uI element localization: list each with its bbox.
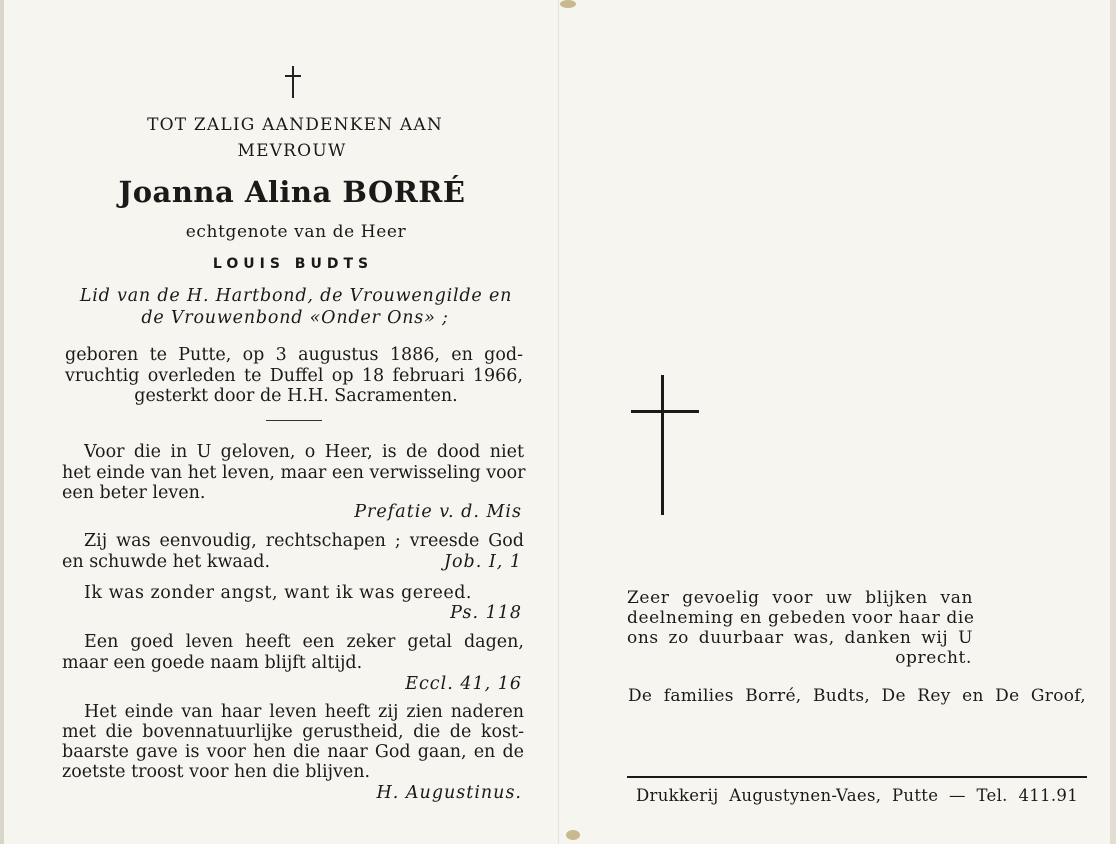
thanks-line: ons zo duurbaar was, danken wij U bbox=[627, 628, 973, 648]
quote-line: Zij was eenvoudig, rechtschapen ; vreesde God bbox=[84, 531, 524, 551]
quote-line: het einde van het leven, maar een verwisseling voor bbox=[62, 463, 526, 483]
quote-line: met die bovennatuurlijke gerustheid, die de kost- bbox=[62, 722, 524, 742]
quote-line: Een goed leven heeft een zeker getal dagen, bbox=[84, 632, 524, 652]
card-edge-right bbox=[1110, 0, 1116, 844]
heading-line1: TOT ZALIG AANDENKEN AAN bbox=[147, 115, 443, 135]
bio-line: gesterkt door de H.H. Sacramenten. bbox=[134, 386, 458, 406]
quote-source: Ps. 118 bbox=[450, 603, 522, 623]
quote-line: en schuwde het kwaad. bbox=[62, 552, 271, 572]
separator-line bbox=[266, 420, 322, 421]
quote-line: Het einde van haar leven heeft zij zien naderen bbox=[84, 702, 524, 722]
quote-line: baarste gave is voor hen die naar God gaan, en de bbox=[62, 742, 524, 762]
small-cross-icon bbox=[284, 66, 302, 98]
printer-line: Drukkerij Augustynen-Vaes, Putte — Tel. 411.91 bbox=[636, 786, 1078, 805]
heading-line2: MEVROUW bbox=[237, 141, 347, 161]
spouse-intro: echtgenote van de Heer bbox=[185, 222, 407, 242]
quote-line: Voor die in U geloven, o Heer, is de dood niet bbox=[84, 442, 524, 462]
membership-line1: Lid van de H. Hartbond, de Vrouwengilde en bbox=[79, 286, 513, 306]
paper-speck bbox=[566, 830, 580, 840]
quote-line: Ik was zonder angst, want ik was gereed. bbox=[84, 583, 472, 603]
thanks-line: Zeer gevoelig voor uw blijken van bbox=[627, 588, 973, 608]
bio-line: geboren te Putte, op 3 augustus 1886, en god- bbox=[65, 345, 523, 365]
spouse-name: LOUIS BUDTS bbox=[212, 256, 374, 272]
quote-source: H. Augustinus. bbox=[376, 783, 522, 803]
card-edge-left bbox=[0, 0, 4, 844]
deceased-name: Joanna Alina BORRÉ bbox=[118, 175, 466, 209]
thanks-line: deelneming en gebeden voor haar die bbox=[627, 608, 975, 628]
quote-line: een beter leven. bbox=[62, 483, 206, 503]
card-fold bbox=[558, 0, 559, 844]
quote-source: Eccl. 41, 16 bbox=[405, 674, 522, 694]
quote-source: Job. I, 1 bbox=[443, 552, 522, 572]
footer-rule bbox=[627, 776, 1087, 778]
paper-speck bbox=[560, 0, 576, 8]
bio-line: vruchtig overleden te Duffel op 18 februari 1966, bbox=[65, 366, 523, 386]
quote-source: Prefatie v. d. Mis bbox=[354, 502, 522, 522]
families-line: De families Borré, Budts, De Rey en De Groof, bbox=[628, 686, 1086, 706]
membership-line2: de Vrouwenbond «Onder Ons» ; bbox=[141, 308, 449, 328]
quote-line: zoetste troost voor hen die blijven. bbox=[62, 762, 371, 782]
quote-line: maar een goede naam blijft altijd. bbox=[62, 653, 363, 673]
thanks-line: oprecht. bbox=[895, 648, 972, 668]
large-cross-icon bbox=[631, 375, 699, 515]
